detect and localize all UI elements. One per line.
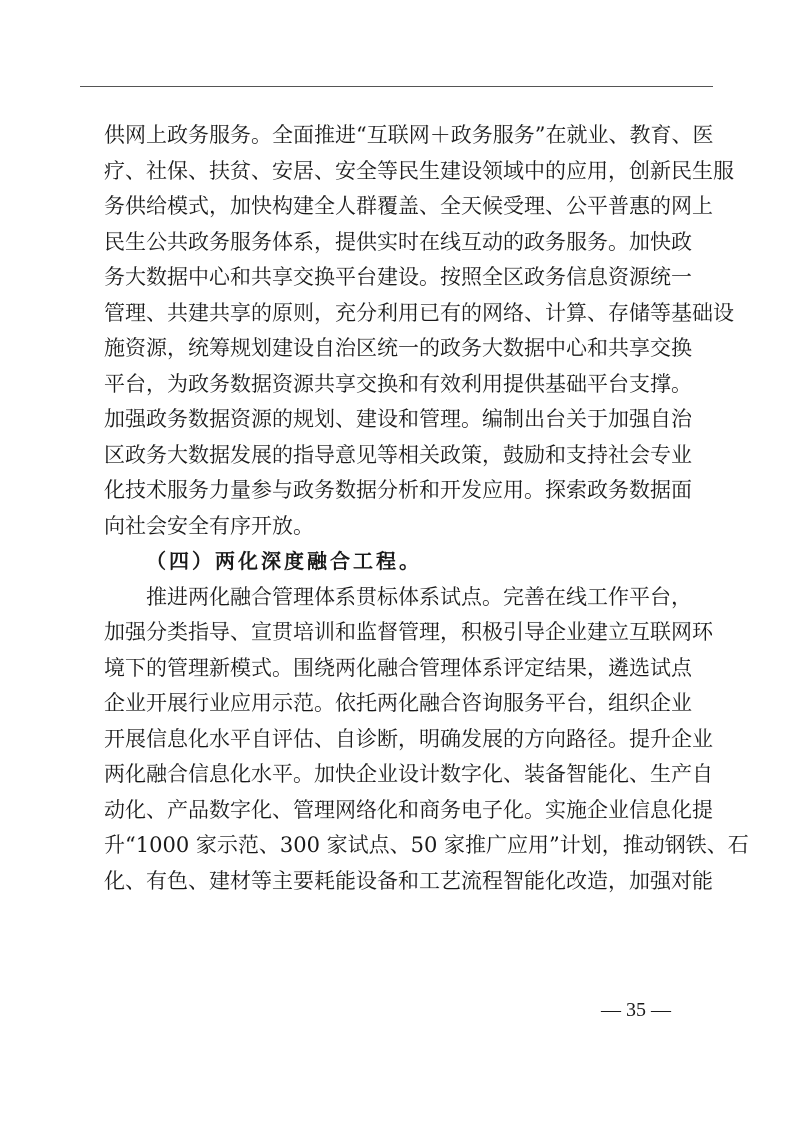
- text-line: 施资源，统筹规划建设自治区统一的政务大数据中心和共享交换: [104, 336, 692, 360]
- text-line: 供网上政务服务。全面推进“互联网＋政务服务”在就业、教育、医: [104, 123, 714, 147]
- text-line: 企业开展行业应用示范。依托两化融合咨询服务平台，组织企业: [104, 691, 692, 715]
- section-heading: （四）两化深度融合工程。: [146, 549, 422, 573]
- text-line: 平台，为政务数据资源共享交换和有效利用提供基础平台支撑。: [104, 371, 692, 396]
- paragraph-2: [104, 580, 749, 900]
- text-line: 管理、共建共享的原则，充分利用已有的网络、计算、存储等基础设: [104, 300, 734, 325]
- text-line: 化、有色、建材等主要耗能设备和工艺流程智能化改造，加强对能: [104, 868, 713, 893]
- text-line: 加强政务数据资源的规划、建设和管理。编制出台关于加强自治: [104, 407, 692, 431]
- text-line: 区政务大数据发展的指导意见等相关政策，鼓励和支持社会专业: [104, 442, 692, 467]
- page-number: — 35 —: [601, 999, 671, 1021]
- text-line: 向社会安全有序开放。: [104, 513, 314, 538]
- text-line: 两化融合信息化水平。加快企业设计数字化、装备智能化、生产自: [104, 762, 713, 786]
- header-rule: [80, 86, 713, 87]
- text-line: 疗、社保、扶贫、安居、安全等民生建设领域中的应用，创新民生服: [104, 158, 734, 183]
- text-line: 境下的管理新模式。围绕两化融合管理体系评定结果，遴选试点: [104, 655, 692, 680]
- paragraph-1: [104, 118, 734, 544]
- text-line: 务大数据中心和共享交换平台建设。按照全区政务信息资源统一: [104, 265, 692, 289]
- text-line: 升“1000 家示范、300 家试点、50 家推广应用”计划，推动钢铁、石: [104, 833, 749, 857]
- text-line: 化技术服务力量参与政务数据分析和开发应用。探索政务数据面: [104, 478, 692, 502]
- text-line: 动化、产品数字化、管理网络化和商务电子化。实施企业信息化提: [104, 797, 713, 822]
- page-body: [104, 118, 749, 899]
- text-line: 民生公共政务服务体系，提供实时在线互动的政务服务。加快政: [104, 229, 692, 254]
- text-line: 务供给模式，加快构建全人群覆盖、全天候受理、公平普惠的网上: [104, 194, 713, 218]
- text-line: 开展信息化水平自评估、自诊断，明确发展的方向路径。提升企业: [104, 726, 713, 751]
- text-line: 加强分类指导、宣贯培训和监督管理，积极引导企业建立互联网环: [104, 620, 713, 644]
- text-line: 推进两化融合管理体系贯标体系试点。完善在线工作平台，: [146, 584, 692, 609]
